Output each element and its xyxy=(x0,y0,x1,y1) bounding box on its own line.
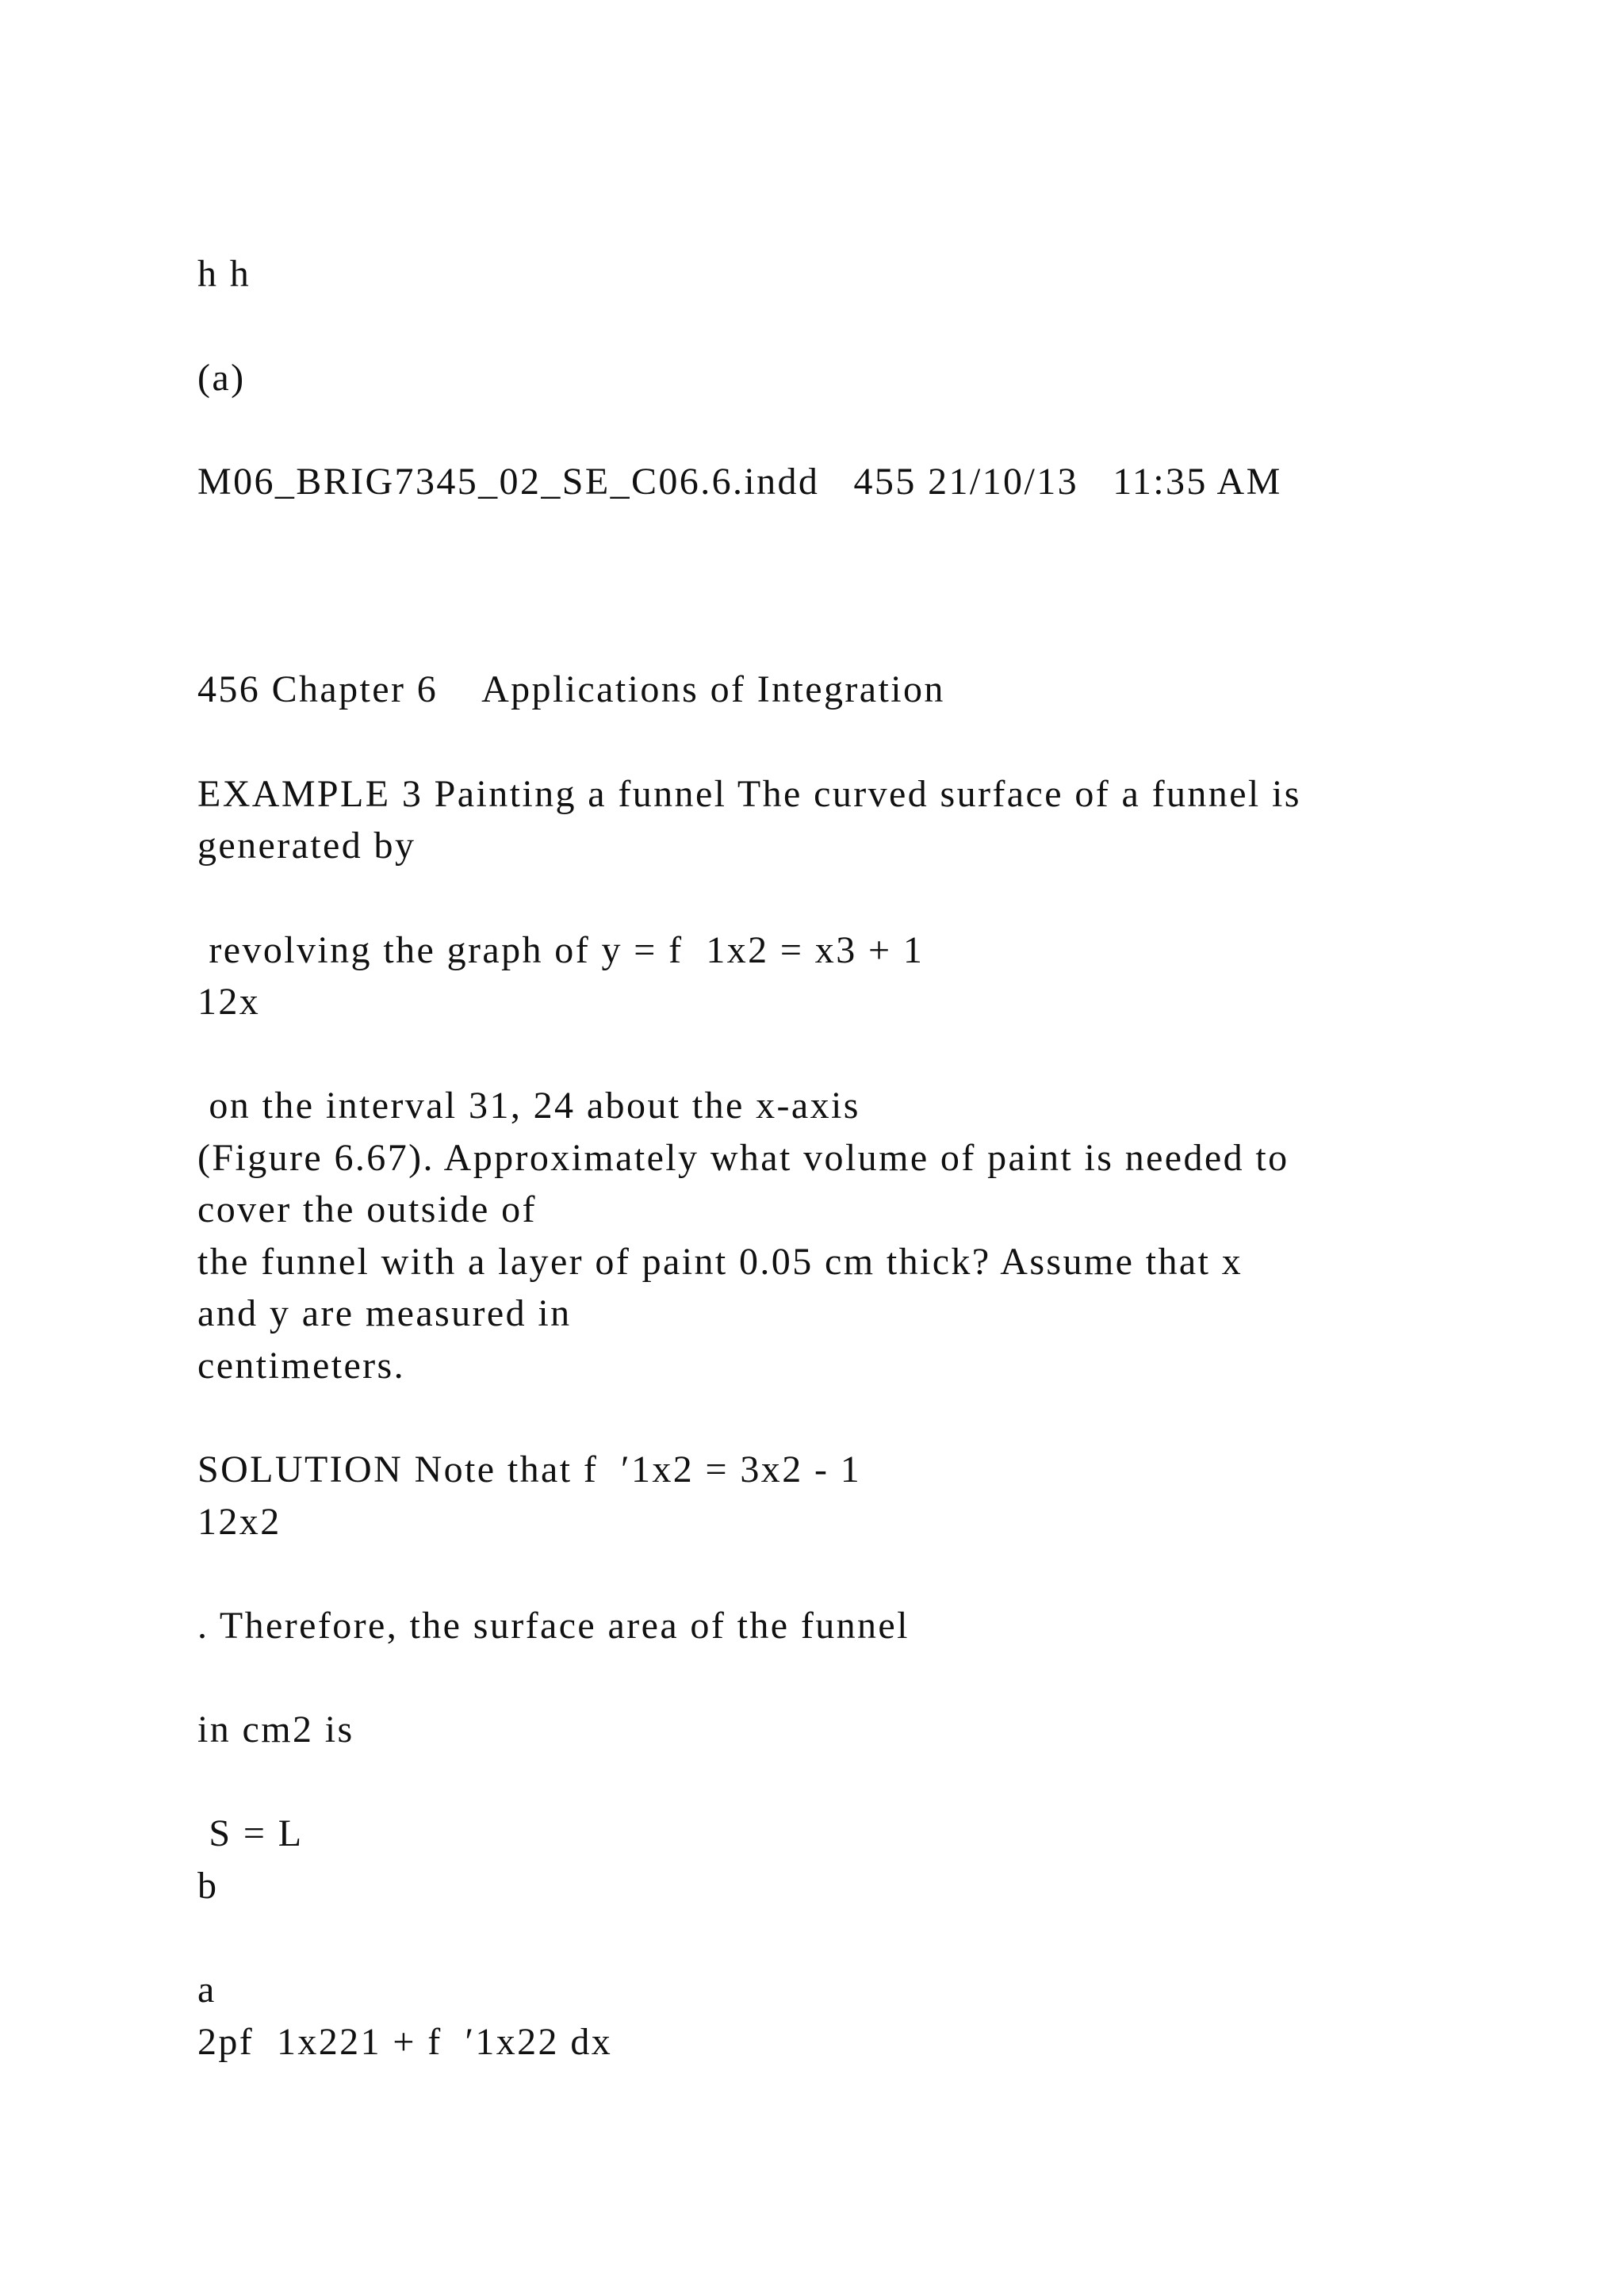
text-line: in cm2 is xyxy=(197,1709,354,1751)
text-line: 12x xyxy=(197,981,261,1023)
text-line: h h xyxy=(197,253,251,295)
formula-line: a xyxy=(197,1969,216,2011)
example-heading: EXAMPLE 3 Painting a funnel The curved surface of a funnel is xyxy=(197,773,1301,815)
text-line: and y are measured in xyxy=(197,1292,572,1334)
formula-line: b xyxy=(197,1865,219,1907)
text-line: generated by xyxy=(197,825,416,867)
text-line: cover the outside of xyxy=(197,1188,537,1230)
text-line: centimeters. xyxy=(197,1345,406,1387)
formula-line: S = L xyxy=(197,1812,304,1854)
text-line: 12x2 xyxy=(197,1501,282,1543)
text-line: (Figure 6.67). Approximately what volume of paint is needed to xyxy=(197,1137,1289,1179)
figure-label: (a) xyxy=(197,357,246,399)
file-footer: M06_BRIG7345_02_SE_C06.6.indd 455 21/10/13 11:35 AM xyxy=(197,461,1282,503)
running-header: 456 Chapter 6 Applications of Integration xyxy=(197,668,945,710)
text-line: revolving the graph of y = f 1x2 = x3 + 1 xyxy=(197,929,925,971)
formula-line: 2pf 1x221 + f ′1x22 dx xyxy=(197,2021,613,2063)
text-line: on the interval 31, 24 about the x-axis xyxy=(197,1085,860,1127)
solution-line: SOLUTION Note that f ′1x2 = 3x2 - 1 xyxy=(197,1448,862,1490)
text-line: . Therefore, the surface area of the funnel xyxy=(197,1605,910,1647)
text-line: the funnel with a layer of paint 0.05 cm thick? Assume that x xyxy=(197,1241,1243,1283)
